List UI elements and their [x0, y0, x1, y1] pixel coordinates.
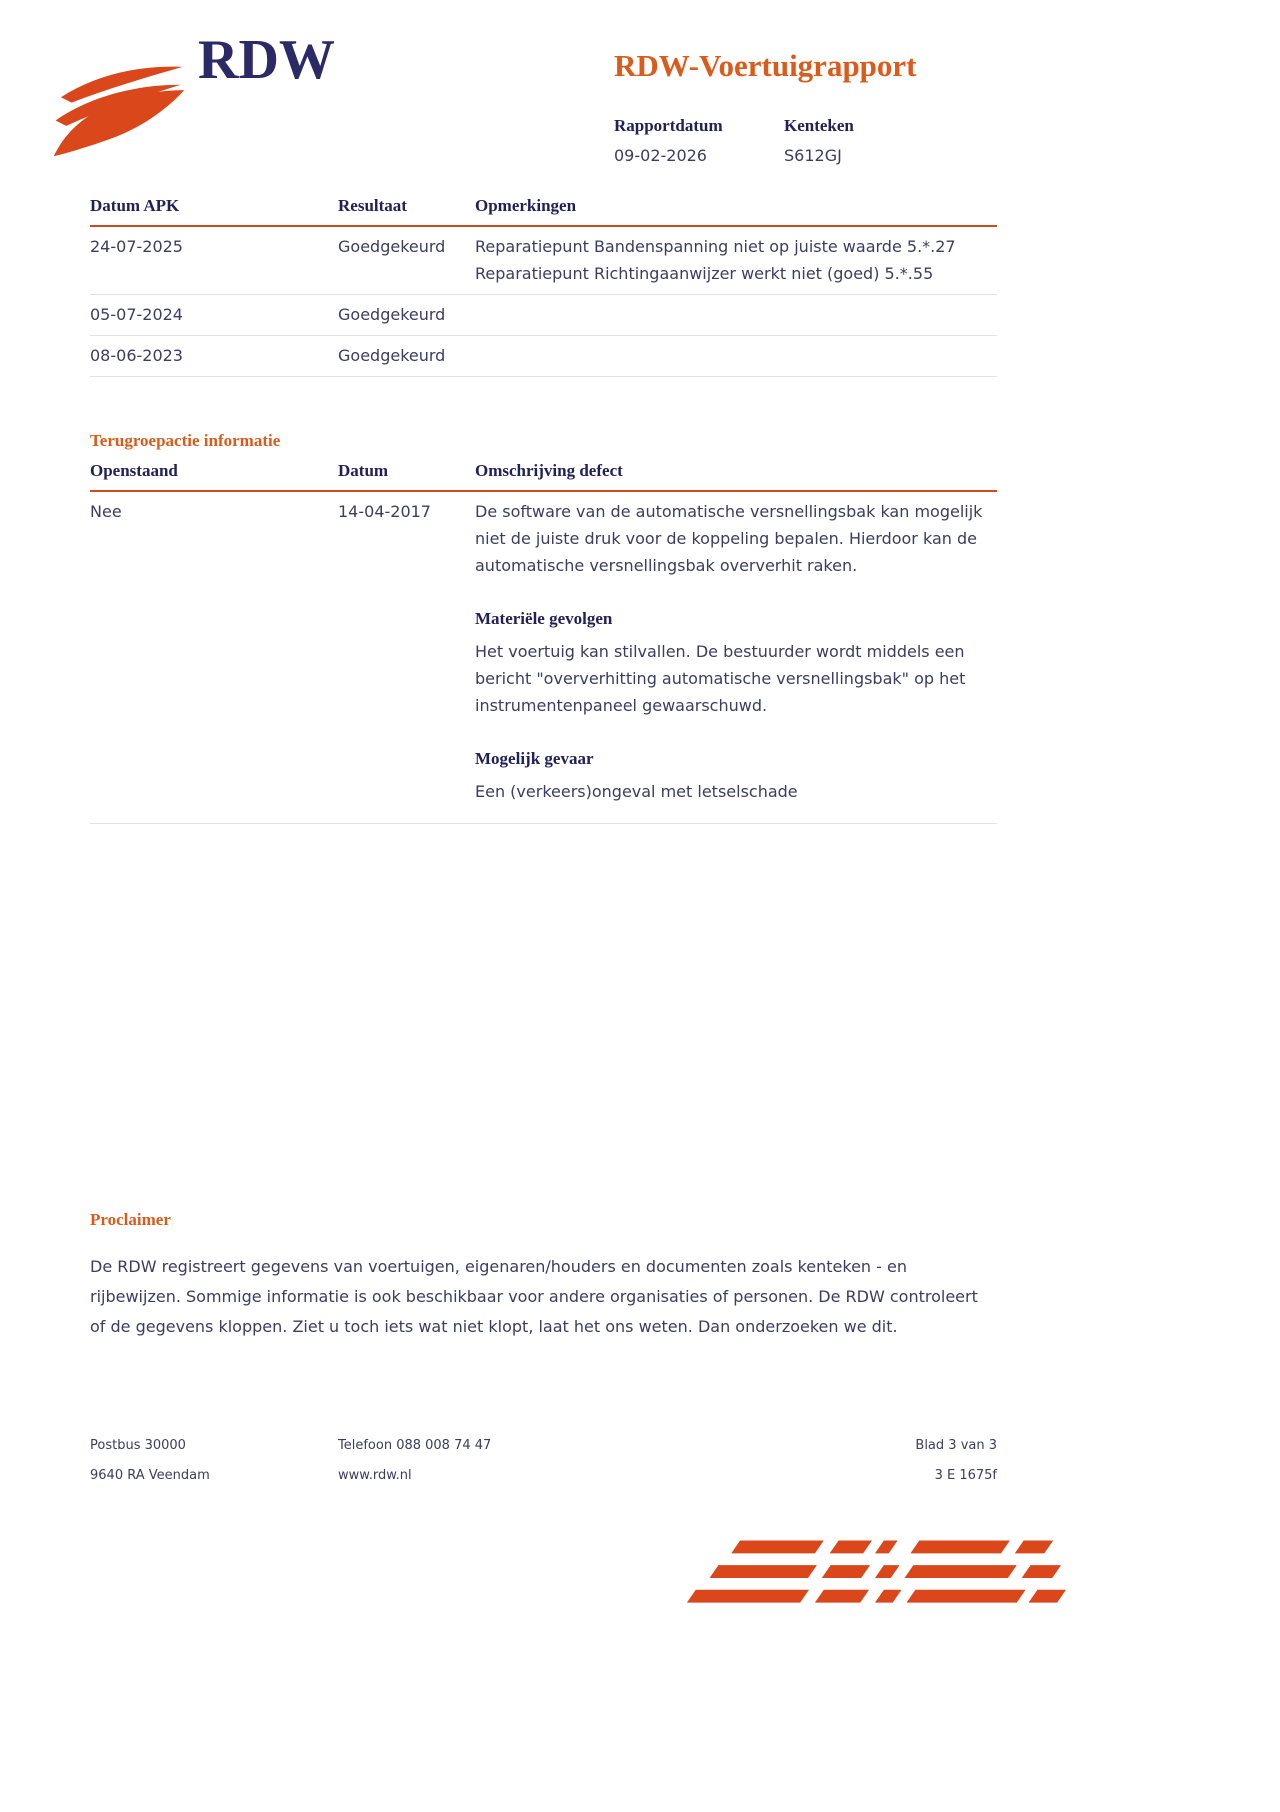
apk-datum: 05-07-2024 [90, 305, 183, 324]
apk-history-table [90, 196, 997, 377]
footer-website: www.rdw.nl [338, 1468, 412, 1483]
footer-doc-code: 3 E 1675f [934, 1468, 997, 1483]
rdw-logo-text: RDW [198, 29, 335, 91]
apk-table-row [90, 336, 997, 377]
apk-col-resultaat: Resultaat [338, 196, 407, 215]
report-meta [614, 116, 854, 165]
proclaimer-title: Proclaimer [90, 1210, 171, 1229]
license-plate-label: Kenteken [784, 116, 854, 135]
apk-table-row [90, 227, 997, 295]
report-title: RDW-Voertuigrapport [614, 48, 917, 83]
recall-section-title: Terugroepactie informatie [90, 431, 281, 450]
recall-consequences-label: Materiële gevolgen [475, 609, 613, 628]
apk-datum: 24-07-2025 [90, 237, 183, 256]
recall-table-header [90, 461, 997, 492]
page-footer [90, 1438, 997, 1483]
apk-opmerkingen [475, 233, 997, 287]
apk-col-datum: Datum APK [90, 196, 180, 215]
apk-opmerkingen [475, 301, 997, 328]
footer-address-line2: 9640 RA Veendam [90, 1468, 210, 1483]
license-plate-value: S612GJ [784, 146, 842, 165]
recall-col-datum: Datum [338, 461, 389, 480]
apk-resultaat: Goedgekeurd [338, 346, 446, 365]
footer-address-line1: Postbus 30000 [90, 1438, 186, 1453]
footer-line-2 [90, 1468, 997, 1483]
recall-col-openstaand: Openstaand [90, 461, 178, 480]
recall-datum: 14-04-2017 [338, 502, 431, 521]
footer-stripes-graphic [682, 1538, 1066, 1612]
recall-openstaand: Nee [90, 502, 122, 521]
recall-danger-text: Een (verkeers)ongeval met letselschade [475, 782, 798, 801]
footer-line-1 [90, 1438, 997, 1453]
apk-opmerking: Reparatiepunt Richtingaanwijzer werkt niet (goed) 5.*.55 [475, 264, 934, 283]
footer-phone: Telefoon 088 008 74 47 [338, 1438, 492, 1453]
apk-resultaat: Goedgekeurd [338, 305, 446, 324]
recall-danger-label: Mogelijk gevaar [475, 749, 594, 768]
apk-opmerkingen [475, 342, 997, 369]
apk-table-header [90, 196, 997, 227]
report-date-block [614, 116, 784, 165]
license-plate-block [784, 116, 854, 165]
proclaimer-text: De RDW registreert gegevens van voertuigen, eigenaren/houders en documenten zoals kenteken - en rijbewijzen. Sommige informatie is ook beschikbaar voor andere organisaties of personen. De RDW controleert of de gegevens kloppen. Ziet u toch iets wat niet klopt, laat het ons weten. Dan onderzoeken we dit. [90, 1257, 978, 1336]
recall-defect-description: De software van de automatische versnellingsbak kan mogelijk niet de juiste druk voor de koppeling bepalen. Hierdoor kan de automatische versnellingsbak oververhit raken. [475, 502, 983, 575]
report-date-value: 09-02-2026 [614, 146, 707, 165]
apk-opmerking: Reparatiepunt Bandenspanning niet op juiste waarde 5.*.27 [475, 237, 956, 256]
proclaimer-section [90, 1210, 985, 1342]
recall-consequences-text: Het voertuig kan stilvallen. De bestuurder wordt middels een bericht "oververhitting automatische versnellingsbak" op het instrumentenpaneel gewaarschuwd. [475, 642, 966, 715]
apk-resultaat: Goedgekeurd [338, 237, 446, 256]
apk-table-row [90, 295, 997, 336]
report-date-label: Rapportdatum [614, 116, 723, 135]
rdw-wing-icon [52, 56, 186, 160]
recall-col-omschrijving: Omschrijving defect [475, 461, 623, 480]
apk-datum: 08-06-2023 [90, 346, 183, 365]
footer-page-number: Blad 3 van 3 [915, 1438, 997, 1453]
recall-section [90, 431, 997, 824]
recall-table-row [90, 492, 997, 824]
apk-col-opmerkingen: Opmerkingen [475, 196, 577, 215]
recall-defect-details [475, 498, 997, 805]
report-body [90, 196, 997, 824]
